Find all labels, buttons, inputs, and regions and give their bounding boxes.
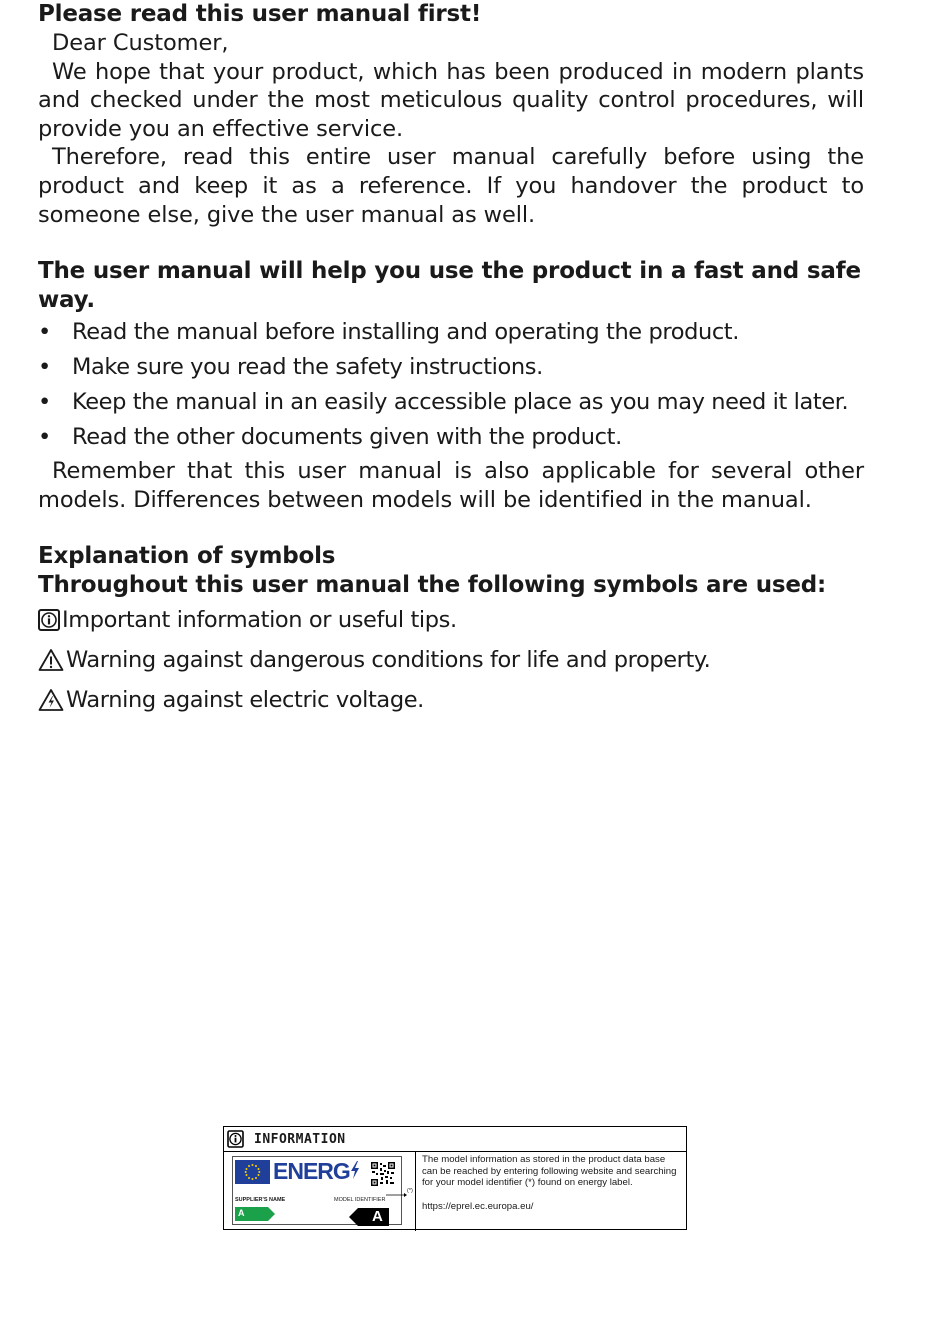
- information-description: [416, 1152, 686, 1231]
- model-identifier-label: MODEL IDENTIFIER: [334, 1197, 386, 1203]
- symbol-row-electric: [38, 680, 864, 720]
- help-heading: The user manual will help you use the product in a fast and safe way.: [38, 258, 861, 314]
- remember-paragraph: Remember that this user manual is also applicable for several other models. Differences between models will be identified in the manual.: [38, 458, 864, 513]
- symbols-heading: Explanation of symbols: [38, 543, 336, 570]
- lightning-icon: [350, 1161, 360, 1179]
- list-item: • Make sure you read the safety instructions.: [38, 354, 543, 381]
- information-title: INFORMATION: [254, 1131, 346, 1147]
- energy-logo-text: ENERG: [273, 1158, 360, 1185]
- eprel-link[interactable]: https://eprel.ec.europa.eu/: [422, 1200, 534, 1212]
- info-icon: [38, 609, 60, 631]
- energy-class-arrow: [349, 1208, 389, 1226]
- list-item: • Read the other documents given with the product.: [38, 424, 622, 451]
- symbol-warning-text: Warning against dangerous conditions for life and property.: [66, 647, 711, 674]
- manual-page: [38, 0, 864, 720]
- energy-label-card: [232, 1156, 402, 1225]
- efficiency-class-green: A: [238, 1208, 245, 1218]
- info-icon: [227, 1130, 244, 1148]
- symbols-subheading: Throughout this user manual the following symbols are used:: [38, 572, 827, 599]
- list-item: • Read the manual before installing and operating the product.: [38, 319, 739, 346]
- symbol-row-warning: [38, 640, 864, 680]
- intro-paragraph-1: We hope that your product, which has been produced in modern plants and checked under the most meticulous quality control procedures, will provide you an effective service.: [38, 58, 864, 142]
- supplier-name-label: SUPPLIER'S NAME: [235, 1197, 286, 1203]
- list-item: • Keep the manual in an easily accessible place as you may need it later.: [38, 389, 849, 416]
- greeting: Dear Customer,: [52, 30, 229, 56]
- symbol-row-info: [38, 600, 864, 640]
- symbol-info-text: Important information or useful tips.: [62, 607, 457, 634]
- information-box: [223, 1126, 687, 1230]
- help-bullet-list: [38, 315, 864, 455]
- information-header: [224, 1127, 686, 1152]
- energy-class-black: A: [372, 1208, 383, 1225]
- qr-code-icon: [371, 1162, 395, 1186]
- intro-paragraph-2: Therefore, read this entire user manual carefully before using the product and keep it as a reference. If you handover the product to someone else, give the user manual as well.: [38, 144, 864, 228]
- electric-warning-icon: [38, 688, 64, 712]
- model-marker: (*): [407, 1188, 413, 1194]
- symbol-electric-text: Warning against electric voltage.: [66, 687, 424, 714]
- information-text: The model information as stored in the product data base can be reached by entering following website and searching for your model identifier (*) found on energy label.: [422, 1154, 677, 1189]
- eu-flag-icon: [235, 1160, 270, 1184]
- pointer-line: [386, 1190, 408, 1198]
- warning-icon: [38, 648, 64, 672]
- intro-heading: Please read this user manual first!: [38, 1, 482, 27]
